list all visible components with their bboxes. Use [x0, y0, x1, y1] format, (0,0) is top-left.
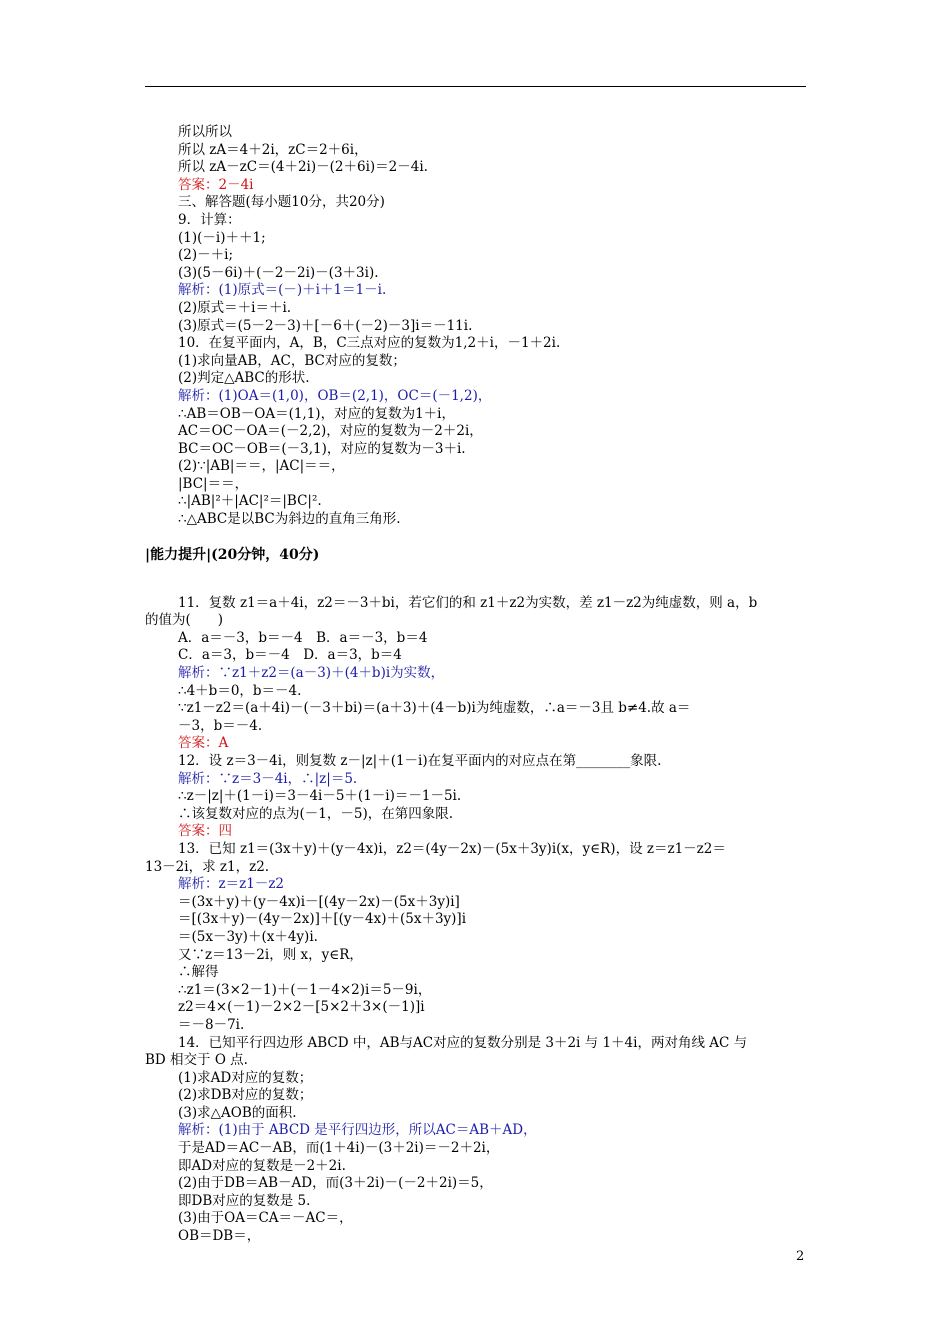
- text-line: BD 相交于 O 点.: [145, 1052, 248, 1069]
- page-content: [145, 124, 815, 1246]
- page-number: 2: [796, 1249, 805, 1264]
- text-line: (2)原式＝＋i＝＋i.: [178, 299, 292, 316]
- text-line: ＝(5x－3y)＋(x＋4y)i.: [178, 928, 318, 945]
- text-line: ∴|AB|²＋|AC|²＝|BC|².: [178, 493, 322, 510]
- text-line: |BC|＝＝，: [178, 475, 249, 492]
- text-line: (2)判定△ABC的形状.: [178, 370, 310, 387]
- solution-block-1: [145, 124, 815, 529]
- text-line: 所以 zA＝4＋2i，zC＝2＋6i，: [178, 141, 368, 158]
- text-line: 12．设 z＝3－4i，则复数 z－|z|＋(1－i)在复平面内的对应点在第________象限.: [178, 753, 662, 769]
- text-line: ∴解得: [178, 964, 219, 981]
- text-line: 于是AD＝AC－AB，而(1＋4i)－(3＋2i)＝－2＋2i，: [178, 1140, 500, 1157]
- text-line: 解析：(1)原式＝(－)＋i＋1＝1－i.: [178, 282, 387, 299]
- text-line: 所以所以: [178, 124, 232, 140]
- text-line: ∴△ABC是以BC为斜边的直角三角形.: [178, 511, 401, 528]
- text-line: BC＝OC－OB＝(－3,1)，对应的复数为－3＋i.: [178, 440, 466, 457]
- text-line: 11．复数 z1＝a＋4i，z2＝－3＋bi，若它们的和 z1＋z2为实数，差 z1－z2为纯虚数，则 a，b: [178, 594, 758, 611]
- text-line: A．a＝－3，b＝－4 B．a＝－3，b＝4: [178, 629, 428, 646]
- text-line: ∴z－|z|＋(1－i)＝3－4i－5＋(1－i)＝－1－5i.: [178, 788, 462, 805]
- text-line: 又∵z＝13－2i，则 x，y∈R，: [178, 946, 363, 963]
- text-line: 解析：∵z1＋z2＝(a－3)＋(4＋b)i为实数，: [178, 665, 445, 682]
- text-line: AC＝OC－OA＝(－2,2)，对应的复数为－2＋2i，: [178, 423, 483, 440]
- text-line: OB＝DB＝，: [178, 1228, 261, 1245]
- text-line: 的值为( ): [145, 612, 224, 629]
- text-line: (2)∵|AB|＝＝，|AC|＝＝，: [178, 458, 345, 475]
- text-line: (1)(－i)＋＋1;: [178, 229, 266, 246]
- text-line: 三、解答题(每小题10分，共20分): [178, 194, 385, 211]
- text-line: (2)－＋i;: [178, 247, 233, 264]
- text-line: 答案：2－4i: [178, 176, 254, 193]
- section-title: |能力提升|(20分钟，40分): [145, 546, 320, 563]
- text-line: C．a＝3，b＝－4 D．a＝3，b＝4: [178, 647, 402, 664]
- text-line: 13－2i，求 z1，z2.: [145, 858, 270, 875]
- text-line: (2)由于DB＝AB－AD，而(3＋2i)－(－2＋2i)＝5，: [178, 1175, 493, 1192]
- text-line: 13．已知 z1＝(3x＋y)＋(y－4x)i，z2＝(4y－2x)－(5x＋3y)i(x，y∈R)，设 z＝z1－z2＝: [178, 840, 726, 857]
- solution-block-2: [145, 595, 815, 1246]
- text-line: 即AD对应的复数是－2＋2i.: [178, 1157, 346, 1174]
- text-line: 解析：(1)OA＝(1,0)，OB＝(2,1)，OC＝(－1,2)，: [178, 387, 492, 404]
- text-line: ＝(3x＋y)＋(y－4x)i－[(4y－2x)－(5x＋3y)i]: [178, 893, 460, 910]
- text-line: 答案：四: [178, 823, 232, 840]
- text-line: (1)求AD对应的复数；: [178, 1069, 313, 1086]
- text-line: (2)求DB对应的复数；: [178, 1087, 313, 1104]
- text-line: (1)求向量AB，AC，BC对应的复数；: [178, 352, 406, 369]
- text-line: ∵z1－z2＝(a＋4i)－(－3＋bi)＝(a＋3)＋(4－b)i为纯虚数，∴a＝－3且 b≠4.故 a＝: [178, 700, 691, 717]
- text-line: 14．已知平行四边形 ABCD 中，AB与AC对应的复数分别是 3＋2i 与 1＋4i，两对角线 AC 与: [178, 1034, 748, 1051]
- text-line: z2＝4×(－1)－2×2－[5×2＋3×(－1)]i: [178, 999, 425, 1016]
- header-rule: [145, 86, 806, 87]
- text-line: (3)求△AOB的面积.: [178, 1104, 297, 1121]
- text-line: 解析：z＝z1－z2: [178, 876, 285, 893]
- text-line: ∴该复数对应的点为(－1，－5)，在第四象限.: [178, 805, 454, 822]
- text-line: (3)由于OA＝CA＝－AC＝，: [178, 1210, 353, 1227]
- text-line: 即DB对应的复数是 5.: [178, 1192, 311, 1209]
- text-line: 解析：∵z＝3－4i，∴|z|＝5.: [178, 770, 358, 787]
- text-line: (3)(5－6i)＋(－2－2i)－(3＋3i).: [178, 264, 379, 281]
- text-line: ＝[(3x＋y)－(4y－2x)]＋[(y－4x)＋(5x＋3y)]i: [178, 911, 467, 928]
- text-line: (3)原式＝(5－2－3)＋[－6＋(－2)－3]i＝－11i.: [178, 317, 473, 334]
- text-line: 答案：A: [178, 735, 229, 752]
- text-line: 解析：(1)由于 ABCD 是平行四边形，所以AC＝AB＋AD，: [178, 1122, 537, 1139]
- text-line: ∴AB＝OB－OA＝(1,1)，对应的复数为1＋i，: [178, 405, 455, 422]
- text-line: 10．在复平面内，A，B，C三点对应的复数为1,2＋i，－1＋2i.: [178, 335, 561, 352]
- text-line: ∴z1＝(3×2－1)＋(－1－4×2)i＝5－9i，: [178, 981, 432, 998]
- text-line: 所以 zA－zC＝(4＋2i)－(2＋6i)＝2－4i.: [178, 159, 428, 176]
- text-line: ∴4＋b＝0，b＝－4.: [178, 682, 302, 699]
- text-line: ＝－8－7i.: [178, 1016, 245, 1033]
- text-line: －3，b＝－4.: [178, 717, 263, 734]
- text-line: 9．计算：: [178, 211, 241, 228]
